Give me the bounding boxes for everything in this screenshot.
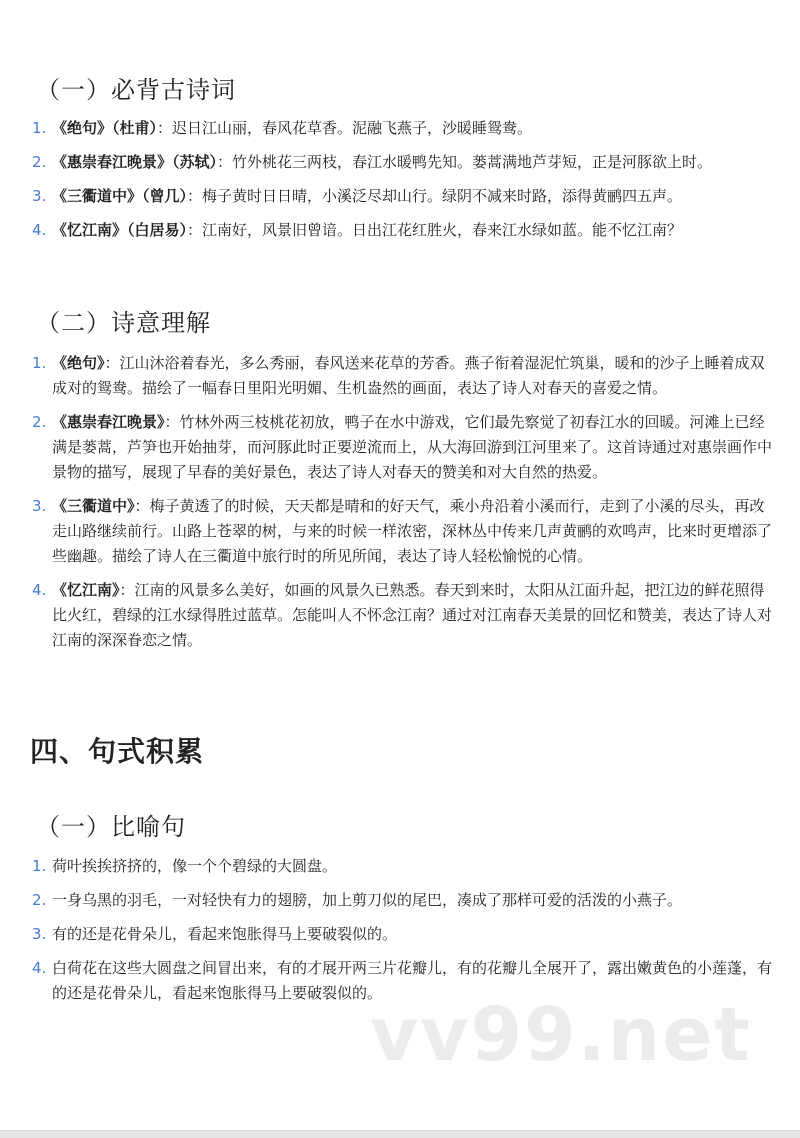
- item-number: 4.: [32, 221, 47, 239]
- section-heading: （一）必背古诗词: [36, 76, 236, 104]
- poem-text: ：江南好，风景旧曾谙。日出江花红胜火，春来江水绿如蓝。能不忆江南？: [187, 221, 683, 239]
- poem-title: 《三衢道中》（曾几）: [52, 187, 188, 205]
- poem-title: 《忆江南》: [52, 581, 120, 599]
- item-number: 4.: [32, 959, 47, 977]
- poem-text: ：梅子黄时日日晴，小溪泛尽却山行。绿阴不减来时路，添得黄鹂四五声。: [187, 187, 683, 205]
- poem-title: 《惠崇春江晚景》: [52, 413, 165, 431]
- meaning-text: ：江山沐浴着春光，多么秀丽，春风送来花草的芳香。燕子衔着湿泥忙筑巢，暖和的沙子上睡着成双成对的鸳鸯。描绘了一幅春日里阳光明媚、生机盎然的画面，表达了诗人对春天的喜爱之情。: [52, 354, 765, 397]
- item-number: 1.: [32, 119, 47, 137]
- poem-text: ：迟日江山丽，春风花草香。泥融飞燕子，沙暖睡鸳鸯。: [157, 119, 533, 137]
- item-number: 3.: [32, 925, 47, 943]
- poem-title: 《惠崇春江晚景》（苏轼）: [52, 153, 218, 171]
- list-item: [30, 116, 775, 141]
- watermark: vv99.net: [370, 992, 752, 1078]
- poem-title: 《绝句》: [52, 354, 105, 372]
- list-item: [30, 184, 775, 209]
- sentence-text: 荷叶挨挨挤挤的，像一个个碧绿的大圆盘。: [52, 857, 338, 875]
- meaning-text: ：竹林外两三枝桃花初放，鸭子在水中游戏，它们最先察觉了初春江水的回暖。河滩上已经满是蒌蒿，芦笋也开始抽芽，而河豚此时正要逆流而上，从大海回游到江河里来了。这首诗通过对惠崇画作中景物的描写，展现了早春的美好景色，表达了诗人对春天的赞美和对大自然的热爱。: [52, 413, 773, 481]
- meaning-text: ：江南的风景多么美好，如画的风景久已熟悉。春天到来时，太阳从江面升起，把江边的鲜花照得比火红，碧绿的江水绿得胜过蓝草。怎能叫人不怀念江南？通过对江南春天美景的回忆和赞美，表达了诗人对江南的深深眷恋之情。: [52, 581, 773, 649]
- poem-title: 《三衢道中》: [52, 497, 135, 515]
- meaning-list: [30, 351, 775, 662]
- poem-title: 《忆江南》（白居易）: [52, 221, 188, 239]
- chapter-heading: 四、句式积累: [30, 735, 205, 768]
- section-heading: （二）诗意理解: [36, 309, 211, 337]
- item-number: 2.: [32, 153, 47, 171]
- meaning-text: ：梅子黄透了的时候，天天都是晴和的好天气，乘小舟沿着小溪而行，走到了小溪的尽头，再改走山路继续前行。山路上苍翠的树，与来的时候一样浓密，深林丛中传来几声黄鹂的欢鸣声，比来时更增添了些幽趣。描绘了诗人在三衢道中旅行时的所见所闻，表达了诗人轻松愉悦的心情。: [52, 497, 773, 565]
- poem-title: 《绝句》（杜甫）: [52, 119, 158, 137]
- list-item: [30, 218, 775, 243]
- list-item: [30, 150, 775, 175]
- sentence-text: 白荷花在这些大圆盘之间冒出来，有的才展开两三片花瓣儿，有的花瓣儿全展开了，露出嫩黄色的小莲蓬，有的还是花骨朵儿，看起来饱胀得马上要破裂似的。: [52, 959, 773, 1002]
- item-number: 1.: [32, 857, 47, 875]
- item-number: 2.: [32, 413, 47, 431]
- sentence-text: 一身乌黑的羽毛，一对轻快有力的翅膀，加上剪刀似的尾巴，凑成了那样可爱的活泼的小燕子。: [52, 891, 683, 909]
- item-number: 1.: [32, 354, 47, 372]
- list-item: [30, 494, 775, 569]
- list-item: [30, 578, 775, 653]
- item-number: 4.: [32, 581, 47, 599]
- sentence-list: [30, 854, 775, 1015]
- item-number: 2.: [32, 891, 47, 909]
- poem-list: [30, 116, 775, 252]
- sentence-text: 有的还是花骨朵儿，看起来饱胀得马上要破裂似的。: [52, 925, 398, 943]
- poem-text: ：竹外桃花三两枝，春江水暖鸭先知。蒌蒿满地芦芽短，正是河豚欲上时。: [217, 153, 713, 171]
- list-item: [30, 922, 775, 947]
- list-item: [30, 351, 775, 401]
- section-heading: （一）比喻句: [36, 813, 186, 841]
- list-item: [30, 410, 775, 485]
- list-item: [30, 888, 775, 913]
- item-number: 3.: [32, 187, 47, 205]
- item-number: 3.: [32, 497, 47, 515]
- list-item: [30, 854, 775, 879]
